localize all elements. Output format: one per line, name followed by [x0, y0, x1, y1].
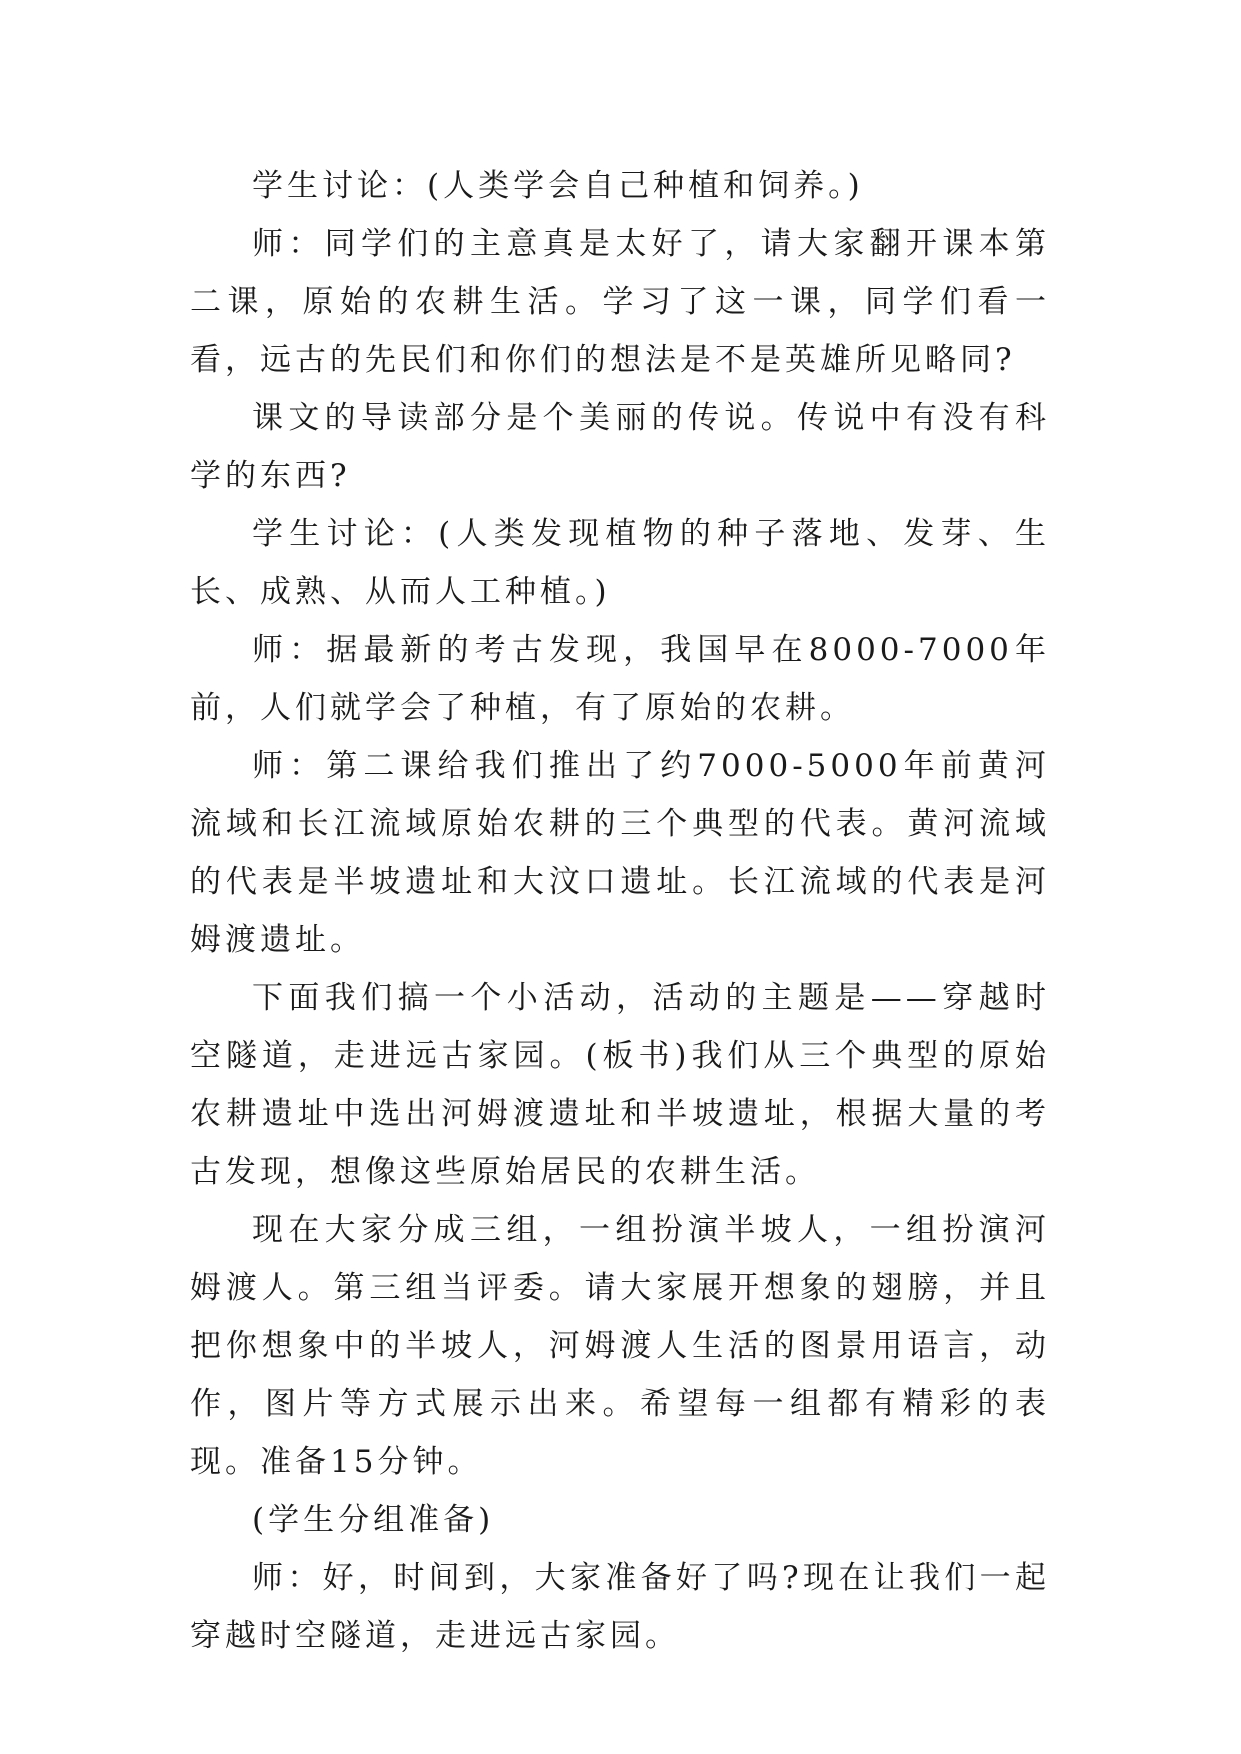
paragraph: 师：同学们的主意真是太好了，请大家翻开课本第二课，原始的农耕生活。学习了这一课，同学们看一看，远古的先民们和你们的想法是不是英雄所见略同?	[190, 226, 1050, 378]
paragraph: 师：好，时间到，大家准备好了吗?现在让我们一起穿越时空隧道，走进远古家园。	[190, 1560, 1050, 1654]
paragraph: 学生讨论：(人类学会自己种植和饲养。)	[252, 168, 864, 204]
paragraph: 现在大家分成三组，一组扮演半坡人，一组扮演河姆渡人。第三组当评委。请大家展开想象的翅膀，并且把你想象中的半坡人，河姆渡人生活的图景用语言，动作，图片等方式展示出来。希望每一组都有精彩的表现。准备15分钟。	[190, 1212, 1050, 1480]
paragraph: 师：据最新的考古发现，我国早在8000-7000年前，人们就学会了种植，有了原始的农耕。	[190, 632, 1050, 726]
paragraph: 下面我们搞一个小活动，活动的主题是——穿越时空隧道，走进远古家园。(板书)我们从三个典型的原始农耕遗址中选出河姆渡遗址和半坡遗址，根据大量的考古发现，想像这些原始居民的农耕生活。	[190, 980, 1050, 1190]
document-body	[190, 157, 1050, 1665]
paragraph: 课文的导读部分是个美丽的传说。传说中有没有科学的东西?	[190, 400, 1050, 494]
paragraph: (学生分组准备)	[252, 1502, 495, 1538]
paragraph: 师：第二课给我们推出了约7000-5000年前黄河流域和长江流域原始农耕的三个典型的代表。黄河流域的代表是半坡遗址和大汶口遗址。长江流域的代表是河姆渡遗址。	[190, 748, 1050, 958]
paragraph: 学生讨论：(人类发现植物的种子落地、发芽、生长、成熟、从而人工种植。)	[190, 516, 1050, 610]
